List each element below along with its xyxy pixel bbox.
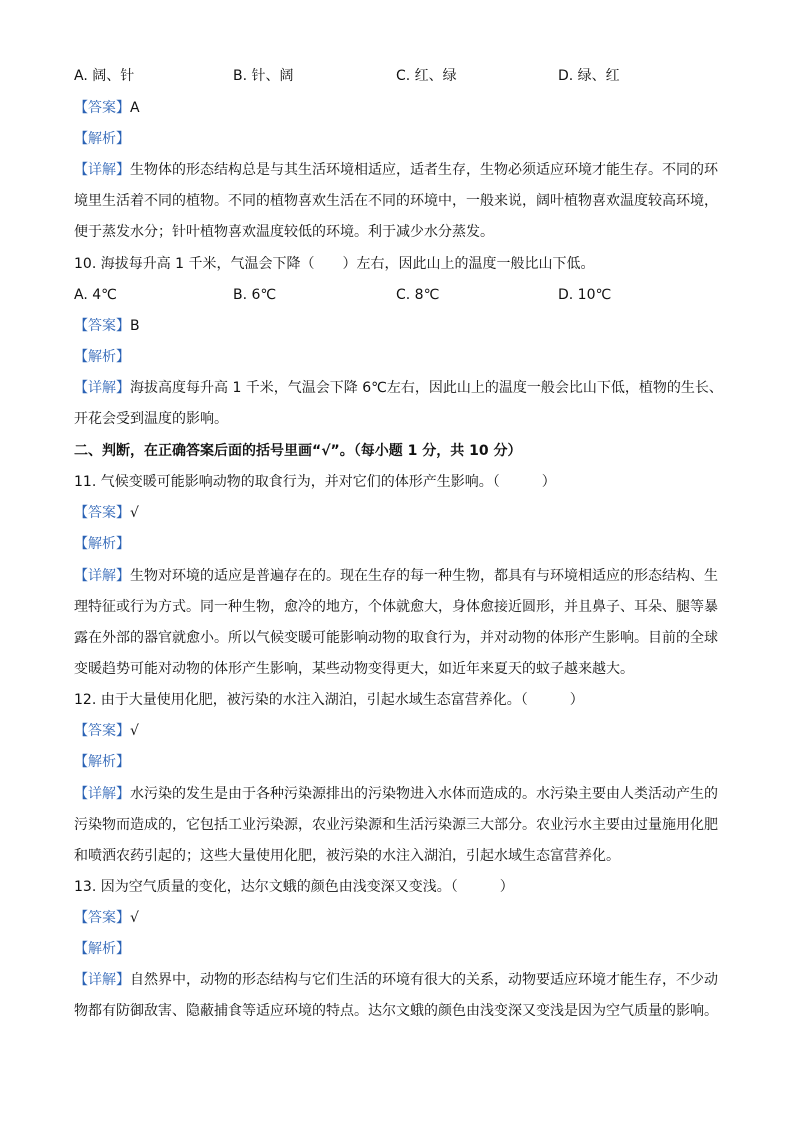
q11-detail-line-1 xyxy=(74,566,718,586)
q10-detail-line-1 xyxy=(74,378,723,398)
q11-detail-line-4: 变暖趋势可能对动物的体形产生影响，某些动物变得更大，如近年来夏天的蚊子越来越大。 xyxy=(74,661,634,677)
q9-option-b: B. 针、阔 xyxy=(233,68,294,84)
detail-tag: 【详解】 xyxy=(74,380,130,396)
q12-detail-line-3: 和喷洒农药引起的；这些大量使用化肥，被污染的水注入湖泊，引起水域生态富营养化。 xyxy=(74,848,620,864)
q11-detail-line-2: 理特征或行为方式。同一种生物，愈冷的地方，个体就愈大，身体愈接近圆形，并且鼻子、耳朵、腿等暴 xyxy=(74,599,718,615)
q9-option-c: C. 红、绿 xyxy=(396,68,457,84)
answer-tag: 【答案】 xyxy=(74,505,130,521)
q9-analysis-tag: 【解析】 xyxy=(74,131,130,147)
q9-answer xyxy=(74,98,140,118)
q10-detail-line-2: 开花会受到温度的影响。 xyxy=(74,411,228,427)
detail-text: 生物体的形态结构总是与其生活环境相适应，适者生存，生物必须适应环境才能生存。不同的环 xyxy=(130,162,718,178)
answer-tag: 【答案】 xyxy=(74,723,130,739)
detail-text: 海拔高度每升高 1 千米，气温会下降 6℃左右，因此山上的温度一般会比山下低，植物的生长、 xyxy=(130,380,723,396)
q11-detail-line-3: 露在外部的器官就愈小。所以气候变暖可能影响动物的取食行为，并对动物的体形产生影响。目前的全球 xyxy=(74,630,718,646)
answer-tag: 【答案】 xyxy=(74,100,130,116)
q9-option-d: D. 绿、红 xyxy=(558,68,620,84)
q9-detail-line-3: 便于蒸发水分；针叶植物喜欢温度较低的环境。利于减少水分蒸发。 xyxy=(74,224,494,240)
q12-answer xyxy=(74,721,139,741)
answer-value: √ xyxy=(130,505,139,521)
q10-analysis-tag: 【解析】 xyxy=(74,349,130,365)
q9-detail-line-2: 境里生活着不同的植物。不同的植物喜欢生活在不同的环境中，一般来说，阔叶植物喜欢温度较高环境， xyxy=(74,193,718,209)
answer-tag: 【答案】 xyxy=(74,318,130,334)
answer-value: A xyxy=(130,100,140,116)
q12-detail-line-1 xyxy=(74,784,718,804)
q10-question: 10. 海拔每升高 1 千米，气温会下降（ ）左右，因此山上的温度一般比山下低。 xyxy=(74,256,595,272)
answer-value: √ xyxy=(130,723,139,739)
answer-value: B xyxy=(130,318,140,334)
q11-answer xyxy=(74,503,139,523)
detail-tag: 【详解】 xyxy=(74,162,130,178)
q10-option-c: C. 8℃ xyxy=(396,287,440,303)
detail-text: 生物对环境的适应是普遍存在的。现在生存的每一种生物，都具有与环境相适应的形态结构、生 xyxy=(130,568,718,584)
q10-option-b: B. 6℃ xyxy=(233,287,277,303)
detail-tag: 【详解】 xyxy=(74,786,130,802)
q12-analysis-tag: 【解析】 xyxy=(74,754,130,770)
q9-option-a: A. 阔、针 xyxy=(74,68,135,84)
q11-question: 11. 气候变暖可能影响动物的取食行为，并对它们的体形产生影响。（ ） xyxy=(74,474,556,490)
section-heading: 二、判断，在正确答案后面的括号里画“√”。（每小题 1 分，共 10 分） xyxy=(74,443,522,459)
q12-detail-line-2: 污染物而造成的，它包括工业污染源，农业污染源和生活污染源三大部分。农业污水主要由过量施用化肥 xyxy=(74,817,718,833)
q10-option-a: A. 4℃ xyxy=(74,287,117,303)
answer-value: √ xyxy=(130,910,139,926)
q10-option-d: D. 10℃ xyxy=(558,287,612,303)
detail-tag: 【详解】 xyxy=(74,568,130,584)
answer-tag: 【答案】 xyxy=(74,910,130,926)
q11-analysis-tag: 【解析】 xyxy=(74,536,130,552)
q13-detail-line-1 xyxy=(74,970,718,990)
q10-answer xyxy=(74,316,140,336)
q13-answer xyxy=(74,908,139,928)
q13-detail-line-2: 物都有防御敌害、隐蔽捕食等适应环境的特点。达尔文蛾的颜色由浅变深又变浅是因为空气质量的影响。 xyxy=(74,1003,718,1019)
detail-text: 水污染的发生是由于各种污染源排出的污染物进入水体而造成的。水污染主要由人类活动产生的 xyxy=(130,786,718,802)
detail-text: 自然界中，动物的形态结构与它们生活的环境有很大的关系，动物要适应环境才能生存，不少动 xyxy=(130,972,718,988)
q13-question: 13. 因为空气质量的变化，达尔文蛾的颜色由浅变深又变浅。（ ） xyxy=(74,879,514,895)
q9-detail-line-1 xyxy=(74,160,718,180)
q13-analysis-tag: 【解析】 xyxy=(74,941,130,957)
detail-tag: 【详解】 xyxy=(74,972,130,988)
q12-question: 12. 由于大量使用化肥，被污染的水注入湖泊，引起水域生态富营养化。（ ） xyxy=(74,692,584,708)
